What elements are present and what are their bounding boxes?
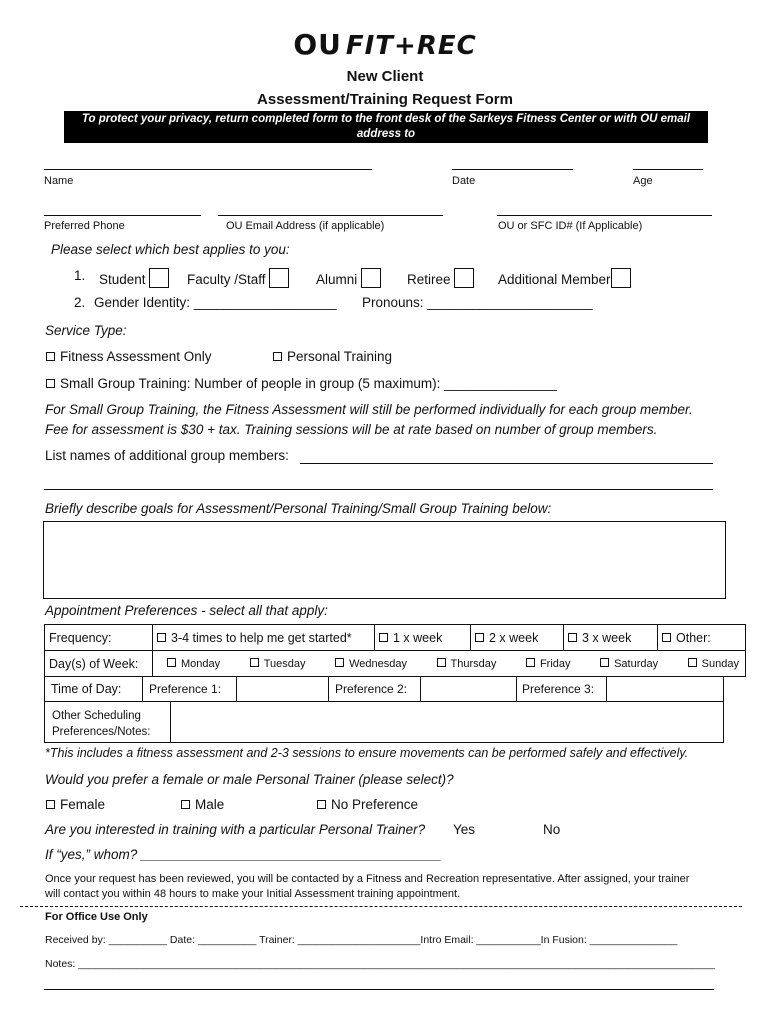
freq-option-3[interactable] — [471, 625, 564, 651]
student-label: Student — [99, 272, 146, 287]
day-label-sunday: Sunday — [701, 657, 739, 670]
freq-checkbox-1[interactable] — [157, 633, 166, 642]
personal-training-option[interactable] — [273, 349, 392, 364]
office-notes-line-2[interactable] — [44, 978, 714, 990]
appointment-heading: Appointment Preferences - select all that apply: — [45, 603, 328, 618]
day-label-monday: Monday — [181, 657, 221, 670]
particular-trainer-question: Are you interested in training with a particular Personal Trainer? — [45, 822, 426, 837]
no-preference-label: No Preference — [331, 797, 419, 812]
freq-checkbox-3[interactable] — [475, 633, 484, 642]
pref2-label: Preference 2: — [329, 676, 421, 701]
other-scheduling-input[interactable] — [171, 702, 723, 742]
small-group-option[interactable] — [46, 376, 557, 391]
day-tuesday[interactable] — [250, 658, 306, 670]
day-checkbox-sunday[interactable] — [688, 658, 697, 667]
freq-option-5[interactable] — [658, 625, 746, 651]
alumni-label: Alumni — [316, 272, 358, 287]
goals-textarea[interactable] — [43, 521, 726, 599]
small-group-label: Small Group Training: Number of people in group (5 maximum): _______________ — [60, 376, 557, 391]
no-preference-checkbox[interactable] — [317, 800, 326, 809]
freq-checkbox-5[interactable] — [662, 633, 671, 642]
trainer-gender-question: Would you prefer a female or male Personal Trainer (please select)? — [45, 772, 454, 787]
office-received-line[interactable]: Received by: __________ Date: __________ Trainer: _____________________Intro Email: ___________In Fusion: _______________ — [45, 934, 678, 946]
small-group-checkbox[interactable] — [46, 379, 55, 388]
personal-training-checkbox[interactable] — [273, 352, 282, 361]
student-option[interactable] — [99, 268, 169, 288]
small-group-note-2: Fee for assessment is $30 + tax. Training sessions will be at rate based on number of group members. — [45, 422, 658, 437]
day-thursday[interactable] — [437, 658, 497, 670]
time-row — [44, 676, 724, 702]
office-notes-line[interactable]: Notes: _____________________________________________________________________________________________________________ — [45, 958, 715, 970]
email-label: OU Email Address (if applicable) — [226, 220, 385, 232]
form-title-line2: Assessment/Training Request Form — [257, 91, 513, 108]
age-field[interactable] — [633, 158, 703, 170]
freq-label-3: 2 x week — [489, 630, 539, 645]
id-field[interactable] — [497, 204, 712, 216]
goals-prompt: Briefly describe goals for Assessment/Personal Training/Small Group Training below: — [45, 501, 552, 516]
office-divider — [20, 906, 742, 907]
day-wednesday[interactable] — [335, 658, 407, 670]
day-checkbox-friday[interactable] — [526, 658, 535, 667]
ou-logo-mark: OU — [293, 28, 342, 61]
banner-line2: lraymond@ou.edu. If OU email address is not available, include [ouencrypt] in subject line of email. — [114, 143, 658, 155]
applies-number-1: 1. — [74, 268, 86, 283]
freq-option-1[interactable] — [153, 625, 375, 651]
male-label: Male — [195, 797, 225, 812]
freq-label-5: Other: — [676, 630, 711, 645]
day-label-tuesday: Tuesday — [263, 657, 306, 670]
alumni-option[interactable] — [316, 268, 381, 288]
freq-option-2[interactable] — [375, 625, 471, 651]
service-type-heading: Service Type: — [45, 323, 127, 338]
id-label: OU or SFC ID# (If Applicable) — [498, 220, 643, 232]
group-members-field-2[interactable] — [44, 476, 713, 490]
freq-checkbox-2[interactable] — [379, 633, 388, 642]
day-saturday[interactable] — [600, 658, 658, 670]
small-group-note-1: For Small Group Training, the Fitness Assessment will still be performed individually for each group member. — [45, 402, 693, 417]
frequency-row — [45, 625, 746, 651]
group-members-field-1[interactable] — [300, 450, 713, 464]
other-label-line1: Other Scheduling — [52, 710, 141, 722]
day-checkbox-wednesday[interactable] — [335, 658, 344, 667]
days-row — [45, 651, 746, 677]
freq-label-2: 1 x week — [393, 630, 443, 645]
freq-label-4: 3 x week — [582, 630, 632, 645]
pref3-label: Preference 3: — [517, 676, 607, 701]
age-label: Age — [633, 175, 653, 187]
day-label-saturday: Saturday — [614, 657, 659, 670]
male-option[interactable] — [181, 797, 224, 812]
day-sunday[interactable] — [688, 658, 739, 670]
other-scheduling-row — [44, 701, 724, 743]
days-options — [153, 651, 746, 677]
whom-field[interactable]: If “yes,” whom? ________________________________________ — [45, 847, 442, 862]
day-checkbox-monday[interactable] — [167, 658, 176, 667]
additional-member-option[interactable] — [498, 268, 631, 288]
email-field[interactable] — [218, 204, 443, 216]
day-monday[interactable] — [167, 658, 220, 670]
applies-number-2: 2. — [74, 295, 86, 310]
day-label-thursday: Thursday — [450, 657, 497, 670]
faculty-option[interactable] — [187, 268, 289, 288]
alumni-checkbox[interactable] — [361, 268, 381, 288]
date-label: Date — [452, 175, 476, 187]
days-label: Day(s) of Week: — [45, 651, 153, 677]
date-field[interactable] — [452, 158, 573, 170]
day-label-wednesday: Wednesday — [349, 657, 407, 670]
name-field[interactable] — [44, 158, 372, 170]
fitness-assessment-option[interactable] — [46, 349, 212, 364]
phone-label: Preferred Phone — [44, 220, 125, 232]
appointment-footnote: *This includes a fitness assessment and 2-3 sessions to ensure movements can be performed safely and effectively. — [45, 746, 689, 760]
male-checkbox[interactable] — [181, 800, 190, 809]
faculty-checkbox[interactable] — [269, 268, 289, 288]
faculty-label: Faculty /Staff — [187, 272, 266, 287]
pronouns-field[interactable]: Pronouns: ______________________ — [362, 295, 593, 310]
pref1-input[interactable] — [237, 676, 329, 701]
no-preference-option[interactable] — [317, 797, 418, 812]
office-use-heading: For Office Use Only — [45, 911, 148, 923]
yes-option[interactable]: Yes — [453, 822, 476, 837]
contact-note-line2: will contact you within 48 hours to make your Initial Assessment training appointment. — [45, 888, 461, 900]
gender-identity-field[interactable]: Gender Identity: ___________________ — [94, 295, 337, 310]
retiree-option[interactable] — [407, 268, 474, 288]
day-checkbox-tuesday[interactable] — [250, 658, 259, 667]
female-label: Female — [60, 797, 106, 812]
time-label: Time of Day: — [45, 676, 143, 701]
fit-rec-logo — [0, 28, 770, 61]
day-friday[interactable] — [526, 658, 571, 670]
personal-training-label: Personal Training — [287, 349, 393, 364]
applies-prompt: Please select which best applies to you: — [51, 242, 290, 257]
privacy-banner — [64, 111, 708, 155]
fitness-assessment-label: Fitness Assessment Only — [60, 349, 212, 364]
female-checkbox[interactable] — [46, 800, 55, 809]
retiree-checkbox[interactable] — [454, 268, 474, 288]
pref2-input[interactable] — [421, 676, 517, 701]
banner-line1: To protect your privacy, return completed form to the front desk of the Sarkeys Fitness Center or with OU email address to — [81, 113, 691, 140]
retiree-label: Retiree — [407, 272, 451, 287]
fitness-assessment-checkbox[interactable] — [46, 352, 55, 361]
pref3-input[interactable] — [607, 676, 724, 701]
additional-member-label: Additional Member — [498, 272, 611, 287]
student-checkbox[interactable] — [149, 268, 169, 288]
name-label: Name — [44, 175, 74, 187]
appointment-table — [44, 624, 746, 677]
day-checkbox-thursday[interactable] — [437, 658, 446, 667]
female-option[interactable] — [46, 797, 105, 812]
phone-field[interactable] — [44, 204, 201, 216]
additional-member-checkbox[interactable] — [611, 268, 631, 288]
no-option[interactable]: No — [543, 822, 561, 837]
freq-option-4[interactable] — [564, 625, 658, 651]
contact-note-line1: Once your request has been reviewed, you will be contacted by a Fitness and Recreation representative. After assigned, your trainer — [45, 873, 690, 885]
freq-checkbox-4[interactable] — [568, 633, 577, 642]
day-checkbox-saturday[interactable] — [600, 658, 609, 667]
list-names-label: List names of additional group members: — [45, 448, 289, 463]
logo-text: FIT+REC — [345, 31, 477, 61]
other-scheduling-label — [45, 702, 171, 742]
form-title-line1: New Client — [346, 68, 424, 85]
other-label-line2: Preferences/Notes: — [52, 726, 151, 738]
frequency-label: Frequency: — [45, 625, 153, 651]
pref1-label: Preference 1: — [143, 676, 237, 701]
freq-label-1: 3-4 times to help me get started* — [171, 630, 352, 645]
day-label-friday: Friday — [539, 657, 571, 670]
